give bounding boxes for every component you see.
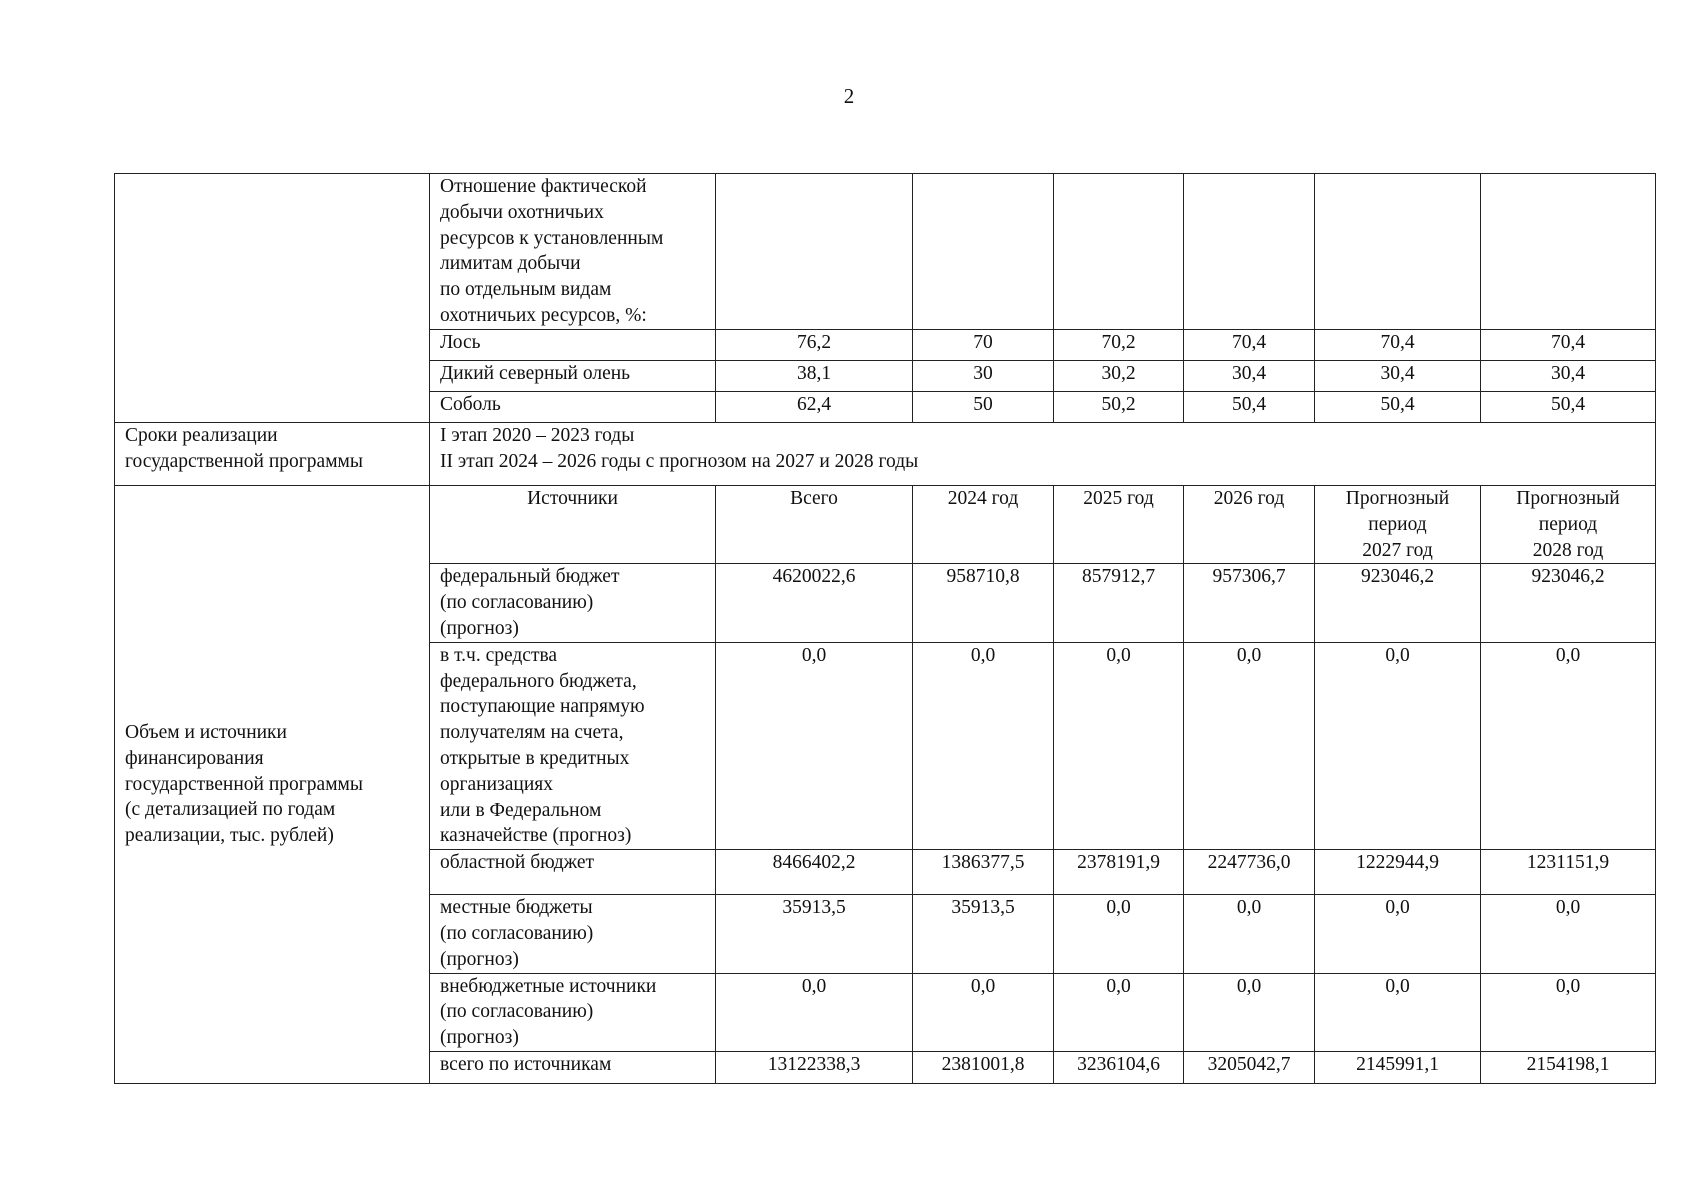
terms-value-cell <box>430 423 1656 486</box>
column-header-2025 <box>1054 486 1184 564</box>
financing-label-line: Объем и источники <box>125 721 287 743</box>
indicator-title-cell <box>430 174 716 330</box>
source-line: (прогноз) <box>440 948 519 970</box>
source-line: местные бюджеты <box>440 897 593 919</box>
indicator-value: 50 <box>913 392 1054 423</box>
column-header-text: 2026 год <box>1213 488 1285 509</box>
indicator-title-line: по отдельным видам <box>440 279 612 301</box>
indicator-title-line: Отношение фактической <box>440 176 647 197</box>
source-line: (прогноз) <box>440 1027 519 1049</box>
empty-cell <box>1184 174 1315 330</box>
empty-cell <box>1054 174 1184 330</box>
financing-value: 0,0 <box>1315 642 1481 849</box>
financing-value: 0,0 <box>1481 895 1656 973</box>
financing-value: 2154198,1 <box>1481 1051 1656 1083</box>
source-line: поступающие напрямую <box>440 696 645 718</box>
indicator-value: 38,1 <box>716 361 913 392</box>
financing-value: 3205042,7 <box>1184 1051 1315 1083</box>
source-line: всего по источникам <box>440 1053 612 1075</box>
indicator-row-label: Соболь <box>430 392 716 423</box>
indicator-value: 30,4 <box>1184 361 1315 392</box>
terms-value-line: II этап 2024 – 2026 годы с прогнозом на 2027 и 2028 годы <box>440 450 919 472</box>
financing-value: 2378191,9 <box>1054 850 1184 895</box>
financing-label-line: реализации, тыс. рублей) <box>125 825 334 847</box>
column-header-2028 <box>1481 486 1656 564</box>
column-header-text: Прогнозный <box>1516 488 1620 509</box>
indicator-value: 70,4 <box>1481 330 1656 361</box>
source-cell <box>430 895 716 973</box>
source-line: получателям на счета, <box>440 722 624 744</box>
page-number: 2 <box>843 84 855 108</box>
financing-value: 0,0 <box>1054 642 1184 849</box>
column-header-2026 <box>1184 486 1315 564</box>
indicator-title-row <box>115 174 1656 330</box>
indicator-title-line: добычи охотничьих <box>440 201 604 223</box>
indicator-empty-label-cell <box>115 174 430 423</box>
passport-table <box>114 173 1656 1084</box>
column-header-2024 <box>913 486 1054 564</box>
terms-label-line: государственной программы <box>125 450 363 472</box>
indicator-title-line: охотничьих ресурсов, %: <box>440 304 647 326</box>
source-cell <box>430 564 716 642</box>
source-line: (по согласованию) <box>440 1001 594 1023</box>
column-header-text: Прогнозный <box>1345 488 1450 509</box>
financing-value: 1386377,5 <box>913 850 1054 895</box>
empty-cell <box>1481 174 1656 330</box>
source-line: открытые в кредитных <box>440 747 630 769</box>
column-header-text: Всего <box>790 488 838 509</box>
financing-value: 0,0 <box>913 973 1054 1051</box>
indicator-value: 50,4 <box>1315 392 1481 423</box>
financing-value: 3236104,6 <box>1054 1051 1184 1083</box>
financing-value: 0,0 <box>1054 973 1184 1051</box>
indicator-value: 70,2 <box>1054 330 1184 361</box>
financing-value: 957306,7 <box>1184 564 1315 642</box>
source-cell <box>430 642 716 849</box>
indicator-value: 50,4 <box>1481 392 1656 423</box>
source-line: казначействе (прогноз) <box>440 825 632 847</box>
indicator-row-label: Дикий северный олень <box>430 361 716 392</box>
financing-value: 857912,7 <box>1054 564 1184 642</box>
column-header-text: 2025 год <box>1083 488 1154 509</box>
financing-value: 923046,2 <box>1315 564 1481 642</box>
column-header-text: Источники <box>527 488 618 509</box>
indicator-value: 30,2 <box>1054 361 1184 392</box>
financing-value: 0,0 <box>913 642 1054 849</box>
column-header-text: 2024 год <box>947 488 1019 509</box>
source-line: внебюджетные источники <box>440 975 657 997</box>
financing-value: 1231151,9 <box>1481 850 1656 895</box>
financing-value: 0,0 <box>1481 973 1656 1051</box>
financing-value: 8466402,2 <box>716 850 913 895</box>
indicator-value: 62,4 <box>716 392 913 423</box>
financing-value: 0,0 <box>1184 642 1315 849</box>
financing-value: 0,0 <box>1481 642 1656 849</box>
indicator-value: 76,2 <box>716 330 913 361</box>
financing-value: 1222944,9 <box>1315 850 1481 895</box>
column-header-text: период <box>1368 513 1427 535</box>
financing-value: 0,0 <box>716 642 913 849</box>
financing-label-line: финансирования <box>125 747 264 769</box>
column-header-sources <box>430 486 716 564</box>
terms-row <box>115 423 1656 486</box>
source-cell <box>430 973 716 1051</box>
financing-value: 35913,5 <box>716 895 913 973</box>
column-header-2027 <box>1315 486 1481 564</box>
financing-label-line: государственной программы <box>125 773 363 795</box>
source-line: или в Федеральном <box>440 799 602 821</box>
source-line: федеральный бюджет <box>440 566 620 588</box>
source-line: в т.ч. средства <box>440 644 558 666</box>
column-header-text: период <box>1538 513 1598 535</box>
indicator-value: 50,4 <box>1184 392 1315 423</box>
financing-value: 0,0 <box>1315 895 1481 973</box>
financing-value: 958710,8 <box>913 564 1054 642</box>
terms-value-line: I этап 2020 – 2023 годы <box>440 425 635 446</box>
source-cell <box>430 1051 716 1083</box>
empty-cell <box>716 174 913 330</box>
column-header-text: 2027 год <box>1362 539 1433 561</box>
source-line: (по согласованию) <box>440 592 594 614</box>
financing-label-line: (с детализацией по годам <box>125 799 336 821</box>
financing-value: 2247736,0 <box>1184 850 1315 895</box>
financing-label-cell <box>115 486 430 1084</box>
financing-value: 0,0 <box>1054 895 1184 973</box>
financing-value: 0,0 <box>1315 973 1481 1051</box>
indicator-row-label: Лось <box>430 330 716 361</box>
financing-value: 4620022,6 <box>716 564 913 642</box>
indicator-value: 70 <box>913 330 1054 361</box>
empty-cell <box>1315 174 1481 330</box>
source-line: (по согласованию) <box>440 922 594 944</box>
financing-value: 35913,5 <box>913 895 1054 973</box>
financing-value: 923046,2 <box>1481 564 1656 642</box>
indicator-value: 30,4 <box>1481 361 1656 392</box>
source-cell <box>430 850 716 895</box>
source-line: организациях <box>440 773 553 795</box>
terms-label-cell <box>115 423 430 486</box>
source-line: областной бюджет <box>440 852 595 874</box>
indicator-value: 50,2 <box>1054 392 1184 423</box>
financing-value: 0,0 <box>1184 973 1315 1051</box>
indicator-title-line: лимитам добычи <box>440 253 581 275</box>
indicator-title-line: ресурсов к установленным <box>440 227 664 249</box>
financing-value: 2145991,1 <box>1315 1051 1481 1083</box>
terms-label-line: Сроки реализации <box>125 425 278 446</box>
source-line: федерального бюджета, <box>440 670 637 692</box>
financing-value: 13122338,3 <box>716 1051 913 1083</box>
indicator-value: 30 <box>913 361 1054 392</box>
column-header-total <box>716 486 913 564</box>
indicator-value: 70,4 <box>1184 330 1315 361</box>
indicator-value: 70,4 <box>1315 330 1481 361</box>
empty-cell <box>913 174 1054 330</box>
financing-value: 0,0 <box>716 973 913 1051</box>
column-header-text: 2028 год <box>1532 539 1604 561</box>
indicator-value: 30,4 <box>1315 361 1481 392</box>
financing-value: 0,0 <box>1184 895 1315 973</box>
financing-value: 2381001,8 <box>913 1051 1054 1083</box>
source-line: (прогноз) <box>440 617 519 639</box>
financing-header-row <box>115 486 1656 564</box>
